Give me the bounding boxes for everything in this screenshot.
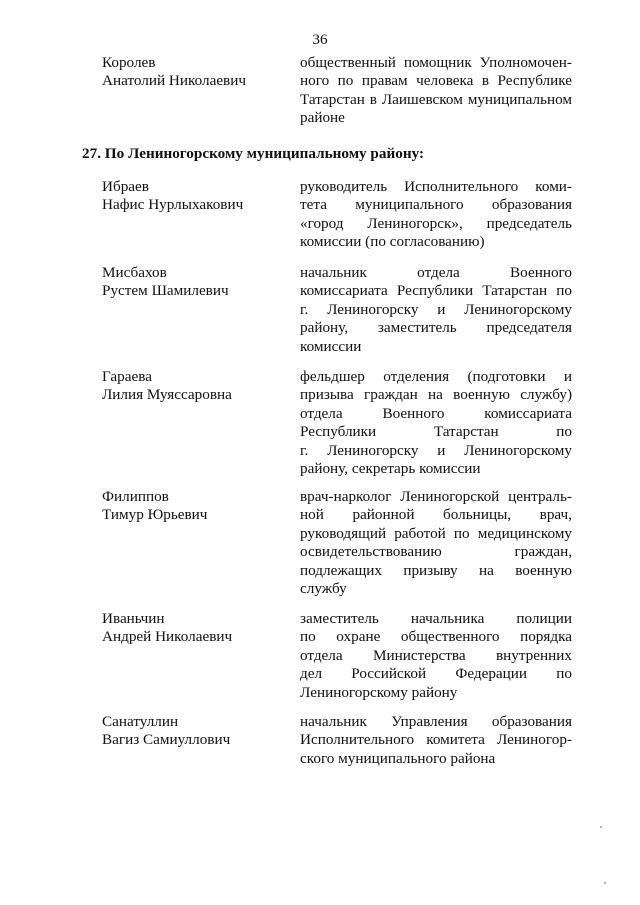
member-name xyxy=(102,54,282,91)
section-heading: 27. По Лениногорскому муниципальному району: xyxy=(82,145,425,162)
member-name xyxy=(102,713,282,750)
scan-speck xyxy=(604,882,606,884)
member-role xyxy=(300,488,572,598)
role-line: Татарстан в Лаишевском муниципальном xyxy=(300,90,572,108)
role-line: району, секретарь комиссии xyxy=(300,460,481,478)
role-line: районе xyxy=(300,109,345,127)
member-role xyxy=(300,713,572,768)
member-role xyxy=(300,264,572,356)
member-name xyxy=(102,488,282,525)
role-line: службу xyxy=(300,580,347,598)
role-line: комиссии (по согласованию) xyxy=(300,233,485,251)
member-surname: Королев xyxy=(102,54,156,71)
member-given-name: Рустем Шамилевич xyxy=(102,282,229,300)
member-surname: Гараева xyxy=(102,368,152,385)
role-line: комиссариата Республики Татарстан по xyxy=(300,282,572,300)
member-given-name: Лилия Муяссаровна xyxy=(102,386,232,404)
member-surname: Иваньчин xyxy=(102,610,165,627)
role-line: г. Лениногорску и Лениногорскому xyxy=(300,300,572,318)
role-line: освидетельствованию граждан, xyxy=(300,543,572,561)
role-line: заместитель начальника полиции xyxy=(300,610,572,627)
role-line: комиссии xyxy=(300,337,362,355)
role-line: врач-нарколог Лениногорской централь- xyxy=(300,488,572,505)
role-line: начальник Управления образования xyxy=(300,713,572,730)
role-line: призыва граждан на военную службу) xyxy=(300,386,572,404)
member-name xyxy=(102,178,282,215)
member-surname: Ибраев xyxy=(102,178,149,195)
role-line: ского муниципального района xyxy=(300,749,496,767)
scan-speck xyxy=(600,826,602,828)
role-line: г. Лениногорску и Лениногорскому xyxy=(300,441,572,459)
role-line: фельдшер отделения (подготовки и xyxy=(300,368,572,385)
member-given-name: Анатолий Николаевич xyxy=(102,72,246,90)
member-given-name: Нафис Нурлыхакович xyxy=(102,196,244,214)
role-line: отдела Министерства внутренних xyxy=(300,646,572,664)
member-role xyxy=(300,178,572,252)
member-name xyxy=(102,610,282,647)
role-line: общественный помощник Уполномочен- xyxy=(300,54,572,71)
member-surname: Филиппов xyxy=(102,488,169,505)
role-line: дел Российской Федерации по xyxy=(300,665,572,683)
role-line: ного по правам человека в Республике xyxy=(300,72,572,90)
page-number: 36 xyxy=(312,31,328,48)
role-line: Республики Татарстан по xyxy=(300,423,572,441)
role-line: по охране общественного порядка xyxy=(300,628,572,646)
member-role xyxy=(300,610,572,702)
role-line: Лениногорскому району xyxy=(300,683,458,701)
role-line: Исполнительного комитета Лениногор- xyxy=(300,731,572,749)
member-role xyxy=(300,54,572,128)
member-surname: Мисбахов xyxy=(102,264,167,281)
member-given-name: Андрей Николаевич xyxy=(102,628,233,646)
role-line: району, заместитель председателя xyxy=(300,319,572,337)
member-surname: Санатуллин xyxy=(102,713,179,730)
member-name xyxy=(102,264,282,301)
member-name xyxy=(102,368,282,405)
role-line: руководящий работой по медицинскому xyxy=(300,524,572,542)
role-line: начальник отдела Военного xyxy=(300,264,572,281)
member-given-name: Тимур Юрьевич xyxy=(102,506,208,524)
role-line: отдела Военного комиссариата xyxy=(300,404,572,422)
role-line: «город Лениногорск», председатель xyxy=(300,214,572,232)
role-line: подлежащих призыву на военную xyxy=(300,561,572,579)
role-line: тета муниципального образования xyxy=(300,196,572,214)
member-given-name: Вагиз Самиуллович xyxy=(102,731,231,749)
member-role xyxy=(300,368,572,478)
role-line: ной районной больницы, врач, xyxy=(300,506,572,524)
role-line: руководитель Исполнительного коми- xyxy=(300,178,572,195)
